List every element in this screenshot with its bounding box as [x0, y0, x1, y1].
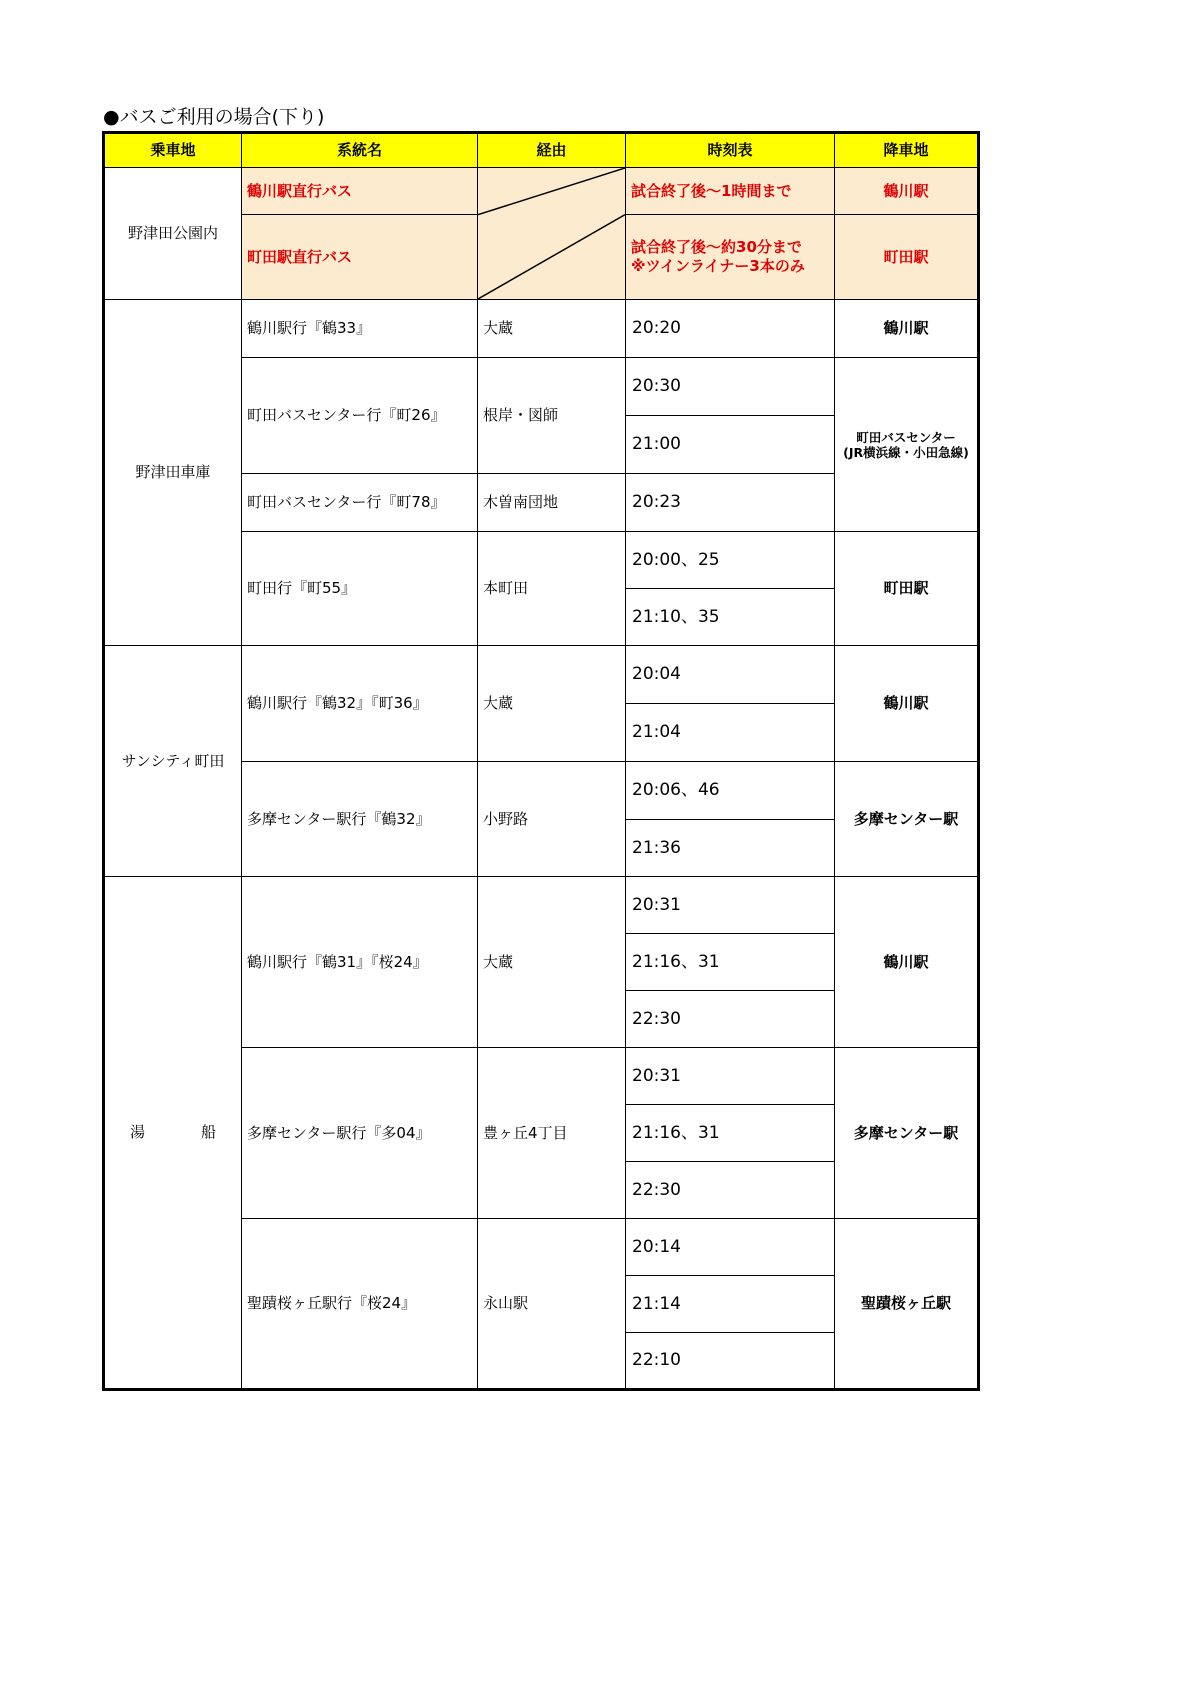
- boarding-cell: 野津田公園内: [104, 168, 242, 300]
- header-boarding: 乗車地: [104, 133, 242, 168]
- table-row: [104, 877, 979, 934]
- time-cell: 21:36: [626, 820, 835, 877]
- via-empty-cell: [478, 168, 626, 300]
- via-cell: 木曽南団地: [478, 474, 626, 532]
- time-cell: 22:10: [626, 1333, 835, 1390]
- alighting-cell: 多摩センター駅: [835, 1048, 979, 1219]
- time-cell: 20:04: [626, 646, 835, 704]
- via-cell: 大蔵: [478, 300, 626, 358]
- time-cell: 21:14: [626, 1276, 835, 1333]
- time-cell: 20:06、46: [626, 762, 835, 820]
- alighting-cell: 町田駅: [835, 215, 979, 300]
- header-route: 系統名: [242, 133, 478, 168]
- time-cell: 20:23: [626, 474, 835, 532]
- route-cell: 鶴川駅行『鶴31』『桜24』: [242, 877, 478, 1048]
- time-cell: 20:30: [626, 358, 835, 416]
- time-cell: 21:16、31: [626, 934, 835, 991]
- via-cell: 大蔵: [478, 646, 626, 762]
- alighting-cell: 多摩センター駅: [835, 762, 979, 877]
- via-cell: 永山駅: [478, 1219, 626, 1390]
- table-row: [104, 168, 979, 215]
- route-cell: 鶴川駅行『鶴33』: [242, 300, 478, 358]
- time-text: 試合終了後～約30分まで: [631, 238, 802, 256]
- boarding-char: 湯: [129, 1123, 145, 1141]
- via-cell: 根岸・図師: [478, 358, 626, 474]
- route-cell: 多摩センター駅行『多04』: [242, 1048, 478, 1219]
- route-cell: 町田バスセンター行『町26』: [242, 358, 478, 474]
- time-cell: 20:31: [626, 1048, 835, 1105]
- route-cell: 町田行『町55』: [242, 532, 478, 646]
- via-cell: 大蔵: [478, 877, 626, 1048]
- route-cell: 鶴川駅直行バス: [242, 168, 478, 215]
- time-cell: 22:30: [626, 991, 835, 1048]
- route-cell: 町田バスセンター行『町78』: [242, 474, 478, 532]
- alighting-cell: 鶴川駅: [835, 646, 979, 762]
- via-cell: 豊ヶ丘4丁目: [478, 1048, 626, 1219]
- boarding-char: 船: [201, 1123, 217, 1141]
- time-cell: 22:30: [626, 1162, 835, 1219]
- alighting-cell: 鶴川駅: [835, 300, 979, 358]
- route-cell: 聖蹟桜ヶ丘駅行『桜24』: [242, 1219, 478, 1390]
- via-cell: 小野路: [478, 762, 626, 877]
- time-cell: 21:10、35: [626, 589, 835, 646]
- time-cell: 20:00、25: [626, 532, 835, 589]
- boarding-cell: 野津田車庫: [104, 300, 242, 646]
- page-title: ●バスご利用の場合(下り): [103, 106, 325, 128]
- alighting-note: (JR横浜線・小田急線): [843, 444, 969, 460]
- alighting-cell: 鶴川駅: [835, 877, 979, 1048]
- header-via: 経由: [478, 133, 626, 168]
- alighting-cell: 聖蹟桜ヶ丘駅: [835, 1219, 979, 1390]
- table-row: [104, 300, 979, 358]
- boarding-cell: [104, 877, 242, 1390]
- time-cell: 21:16、31: [626, 1105, 835, 1162]
- alighting-cell: 鶴川駅: [835, 168, 979, 215]
- table-row: [104, 646, 979, 704]
- route-cell: 鶴川駅行『鶴32』『町36』: [242, 646, 478, 762]
- time-note: ※ツインライナー3本のみ: [631, 257, 805, 275]
- alighting-name: 町田バスセンター: [856, 429, 956, 445]
- time-cell: 試合終了後～1時間まで: [626, 168, 835, 215]
- alighting-cell: 町田駅: [835, 532, 979, 646]
- time-cell: 21:04: [626, 704, 835, 762]
- header-timetable: 時刻表: [626, 133, 835, 168]
- time-cell: 20:20: [626, 300, 835, 358]
- time-cell: 20:14: [626, 1219, 835, 1276]
- diagonal-slash-lines: [478, 168, 625, 299]
- header-row: [104, 133, 979, 168]
- boarding-cell: サンシティ町田: [104, 646, 242, 877]
- time-cell: 20:31: [626, 877, 835, 934]
- time-cell: 21:00: [626, 416, 835, 474]
- via-cell: 本町田: [478, 532, 626, 646]
- route-cell: 多摩センター駅行『鶴32』: [242, 762, 478, 877]
- header-alighting: 降車地: [835, 133, 979, 168]
- alighting-cell: [835, 358, 979, 532]
- bus-timetable: [102, 131, 980, 1391]
- route-cell: 町田駅直行バス: [242, 215, 478, 300]
- time-cell: [626, 215, 835, 300]
